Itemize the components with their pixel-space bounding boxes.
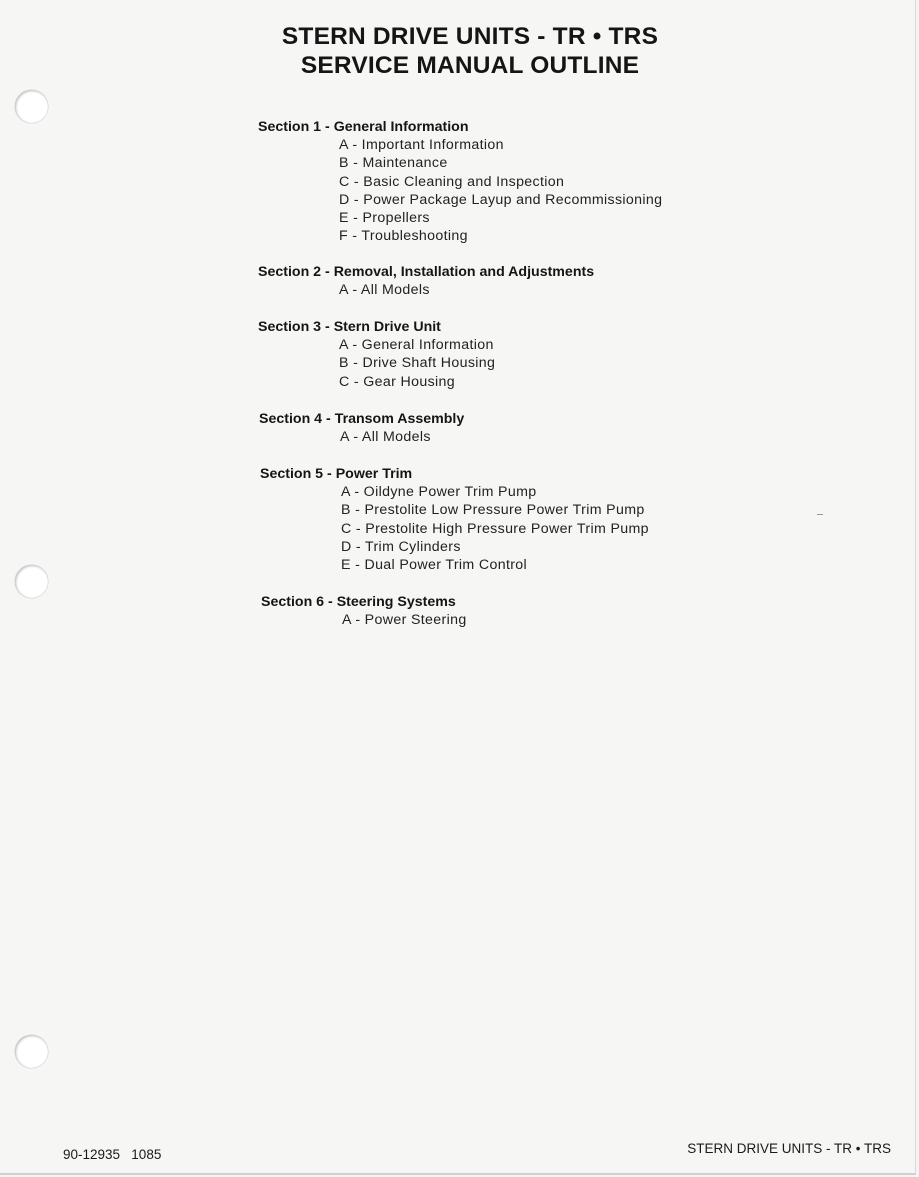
section-item-list	[258, 136, 662, 246]
list-item: C - Basic Cleaning and Inspection	[339, 173, 565, 190]
list-item: F - Troubleshooting	[339, 228, 468, 245]
section-title: Power Trim	[335, 466, 413, 482]
document-title: STERN DRIVE UNITS - TR • TRS	[281, 23, 659, 50]
section-6	[261, 593, 467, 629]
section-heading	[258, 263, 594, 281]
section-number: Section 3 -	[258, 319, 334, 335]
footer-running-title: STERN DRIVE UNITS - TR • TRS	[687, 1141, 891, 1156]
list-item: B - Prestolite Low Pressure Power Trim Pump	[341, 502, 645, 519]
list-item: A - Oildyne Power Trim Pump	[341, 484, 537, 500]
list-item: E - Propellers	[339, 210, 430, 227]
section-title: Removal, Installation and Adjustments	[333, 264, 595, 280]
footer-part-number: 90-12935 1085	[63, 1147, 162, 1162]
scan-speck	[817, 514, 823, 515]
binder-hole-bottom	[15, 1035, 48, 1068]
list-item: B - Drive Shaft Housing	[339, 355, 496, 372]
section-number: Section 2 -	[258, 264, 334, 280]
list-item: C - Gear Housing	[339, 373, 455, 390]
section-title: Transom Assembly	[334, 411, 465, 427]
list-item: A - All Models	[339, 282, 430, 298]
list-item: A - All Models	[340, 429, 431, 445]
section-item-list	[261, 611, 467, 629]
section-4	[259, 410, 464, 446]
section-number: Section 5 -	[260, 466, 336, 482]
section-1	[258, 118, 662, 246]
section-title: Stern Drive Unit	[333, 319, 441, 335]
list-item: A - Power Steering	[342, 612, 467, 628]
section-heading	[258, 118, 662, 136]
document-subtitle: SERVICE MANUAL OUTLINE	[300, 52, 640, 79]
section-heading	[260, 465, 649, 483]
section-3	[258, 318, 495, 391]
section-5	[260, 465, 649, 574]
section-title: Steering Systems	[336, 594, 456, 610]
binder-hole-middle	[15, 565, 48, 598]
section-heading	[261, 593, 467, 611]
section-number: Section 1 -	[258, 119, 334, 135]
list-item: D - Trim Cylinders	[341, 538, 461, 555]
section-item-list	[260, 483, 649, 574]
section-number: Section 4 -	[259, 411, 335, 427]
list-item: A - General Information	[339, 337, 494, 353]
section-item-list	[258, 336, 495, 391]
list-item: B - Maintenance	[339, 155, 448, 172]
list-item: E - Dual Power Trim Control	[341, 557, 528, 574]
section-2	[258, 263, 594, 299]
section-item-list	[258, 281, 594, 299]
section-number: Section 6 -	[261, 594, 337, 610]
binder-hole-top	[15, 90, 48, 123]
section-title: General Information	[333, 119, 469, 135]
list-item: D - Power Package Layup and Recommissioning	[339, 191, 663, 208]
list-item: C - Prestolite High Pressure Power Trim Pump	[341, 520, 649, 537]
section-item-list	[259, 428, 464, 446]
list-item: A - Important Information	[339, 137, 504, 153]
section-heading	[258, 318, 495, 336]
section-heading	[259, 410, 464, 428]
